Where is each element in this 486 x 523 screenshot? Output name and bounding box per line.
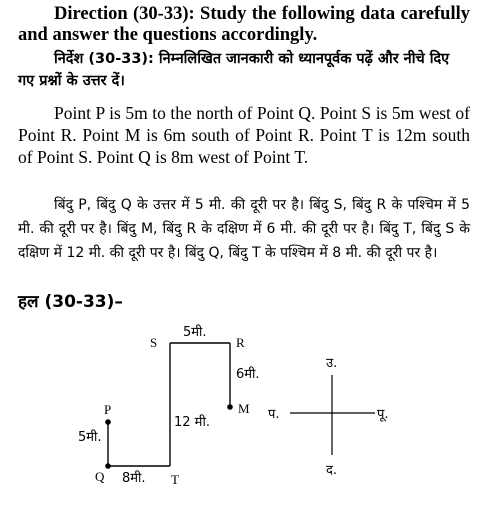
point-p-dot	[105, 419, 111, 425]
point-q-dot	[105, 463, 111, 469]
compass-east: पू.	[377, 407, 389, 422]
label-t: T	[171, 472, 179, 487]
passage-hindi: बिंदु P, बिंदु Q के उत्तर में 5 मी. की दूरी पर है। बिंदु S, बिंदु R के पश्चिम में 5 मी. की दूरी पर है। बिंदु M, बिंदु R के दक्षिण में 6 मी. की दूरी पर है। बिंदु T, बिंदु S के दक्षिण में 12 मी. की दूरी पर है। बिंदु Q, बिंदु T के पश्चिम में 8 मी. की दूरी पर है।	[18, 197, 470, 261]
solution-heading: हल (30-33)–	[18, 292, 123, 312]
point-dots	[105, 404, 233, 469]
distance-s-t: 12 मी.	[174, 415, 210, 430]
compass-west: प.	[268, 407, 280, 422]
compass-north: उ.	[326, 356, 338, 371]
point-m-dot	[227, 404, 233, 410]
compass-south: द.	[326, 463, 338, 478]
label-p: P	[104, 402, 112, 417]
path-lines	[108, 343, 230, 466]
direction-heading: Direction (30-33): Study the following data carefully and answer the questions accordingly.	[18, 4, 470, 45]
compass	[290, 375, 375, 455]
distance-p-q: 5मी.	[78, 430, 102, 445]
direction-heading-hindi: निर्देश (30-33): निम्नलिखित जानकारी को ध्यानपूर्वक पढ़ें और नीचे दिए गए प्रश्नों के उत्तर दें।	[18, 51, 450, 89]
label-r: R	[236, 335, 245, 350]
distance-q-t: 8मी.	[122, 471, 146, 486]
passage-english: Point P is 5m to the north of Point Q. Point S is 5m west of Point R. Point M is 6m south of Point R. Point T is 12m south of Point S. Point Q is 8m west of Point T.	[18, 103, 470, 167]
label-m: M	[238, 401, 250, 416]
distance-r-m: 6मी.	[236, 367, 260, 382]
label-q: Q	[95, 469, 105, 484]
distance-s-r: 5मी.	[183, 325, 207, 340]
label-s: S	[150, 335, 158, 350]
